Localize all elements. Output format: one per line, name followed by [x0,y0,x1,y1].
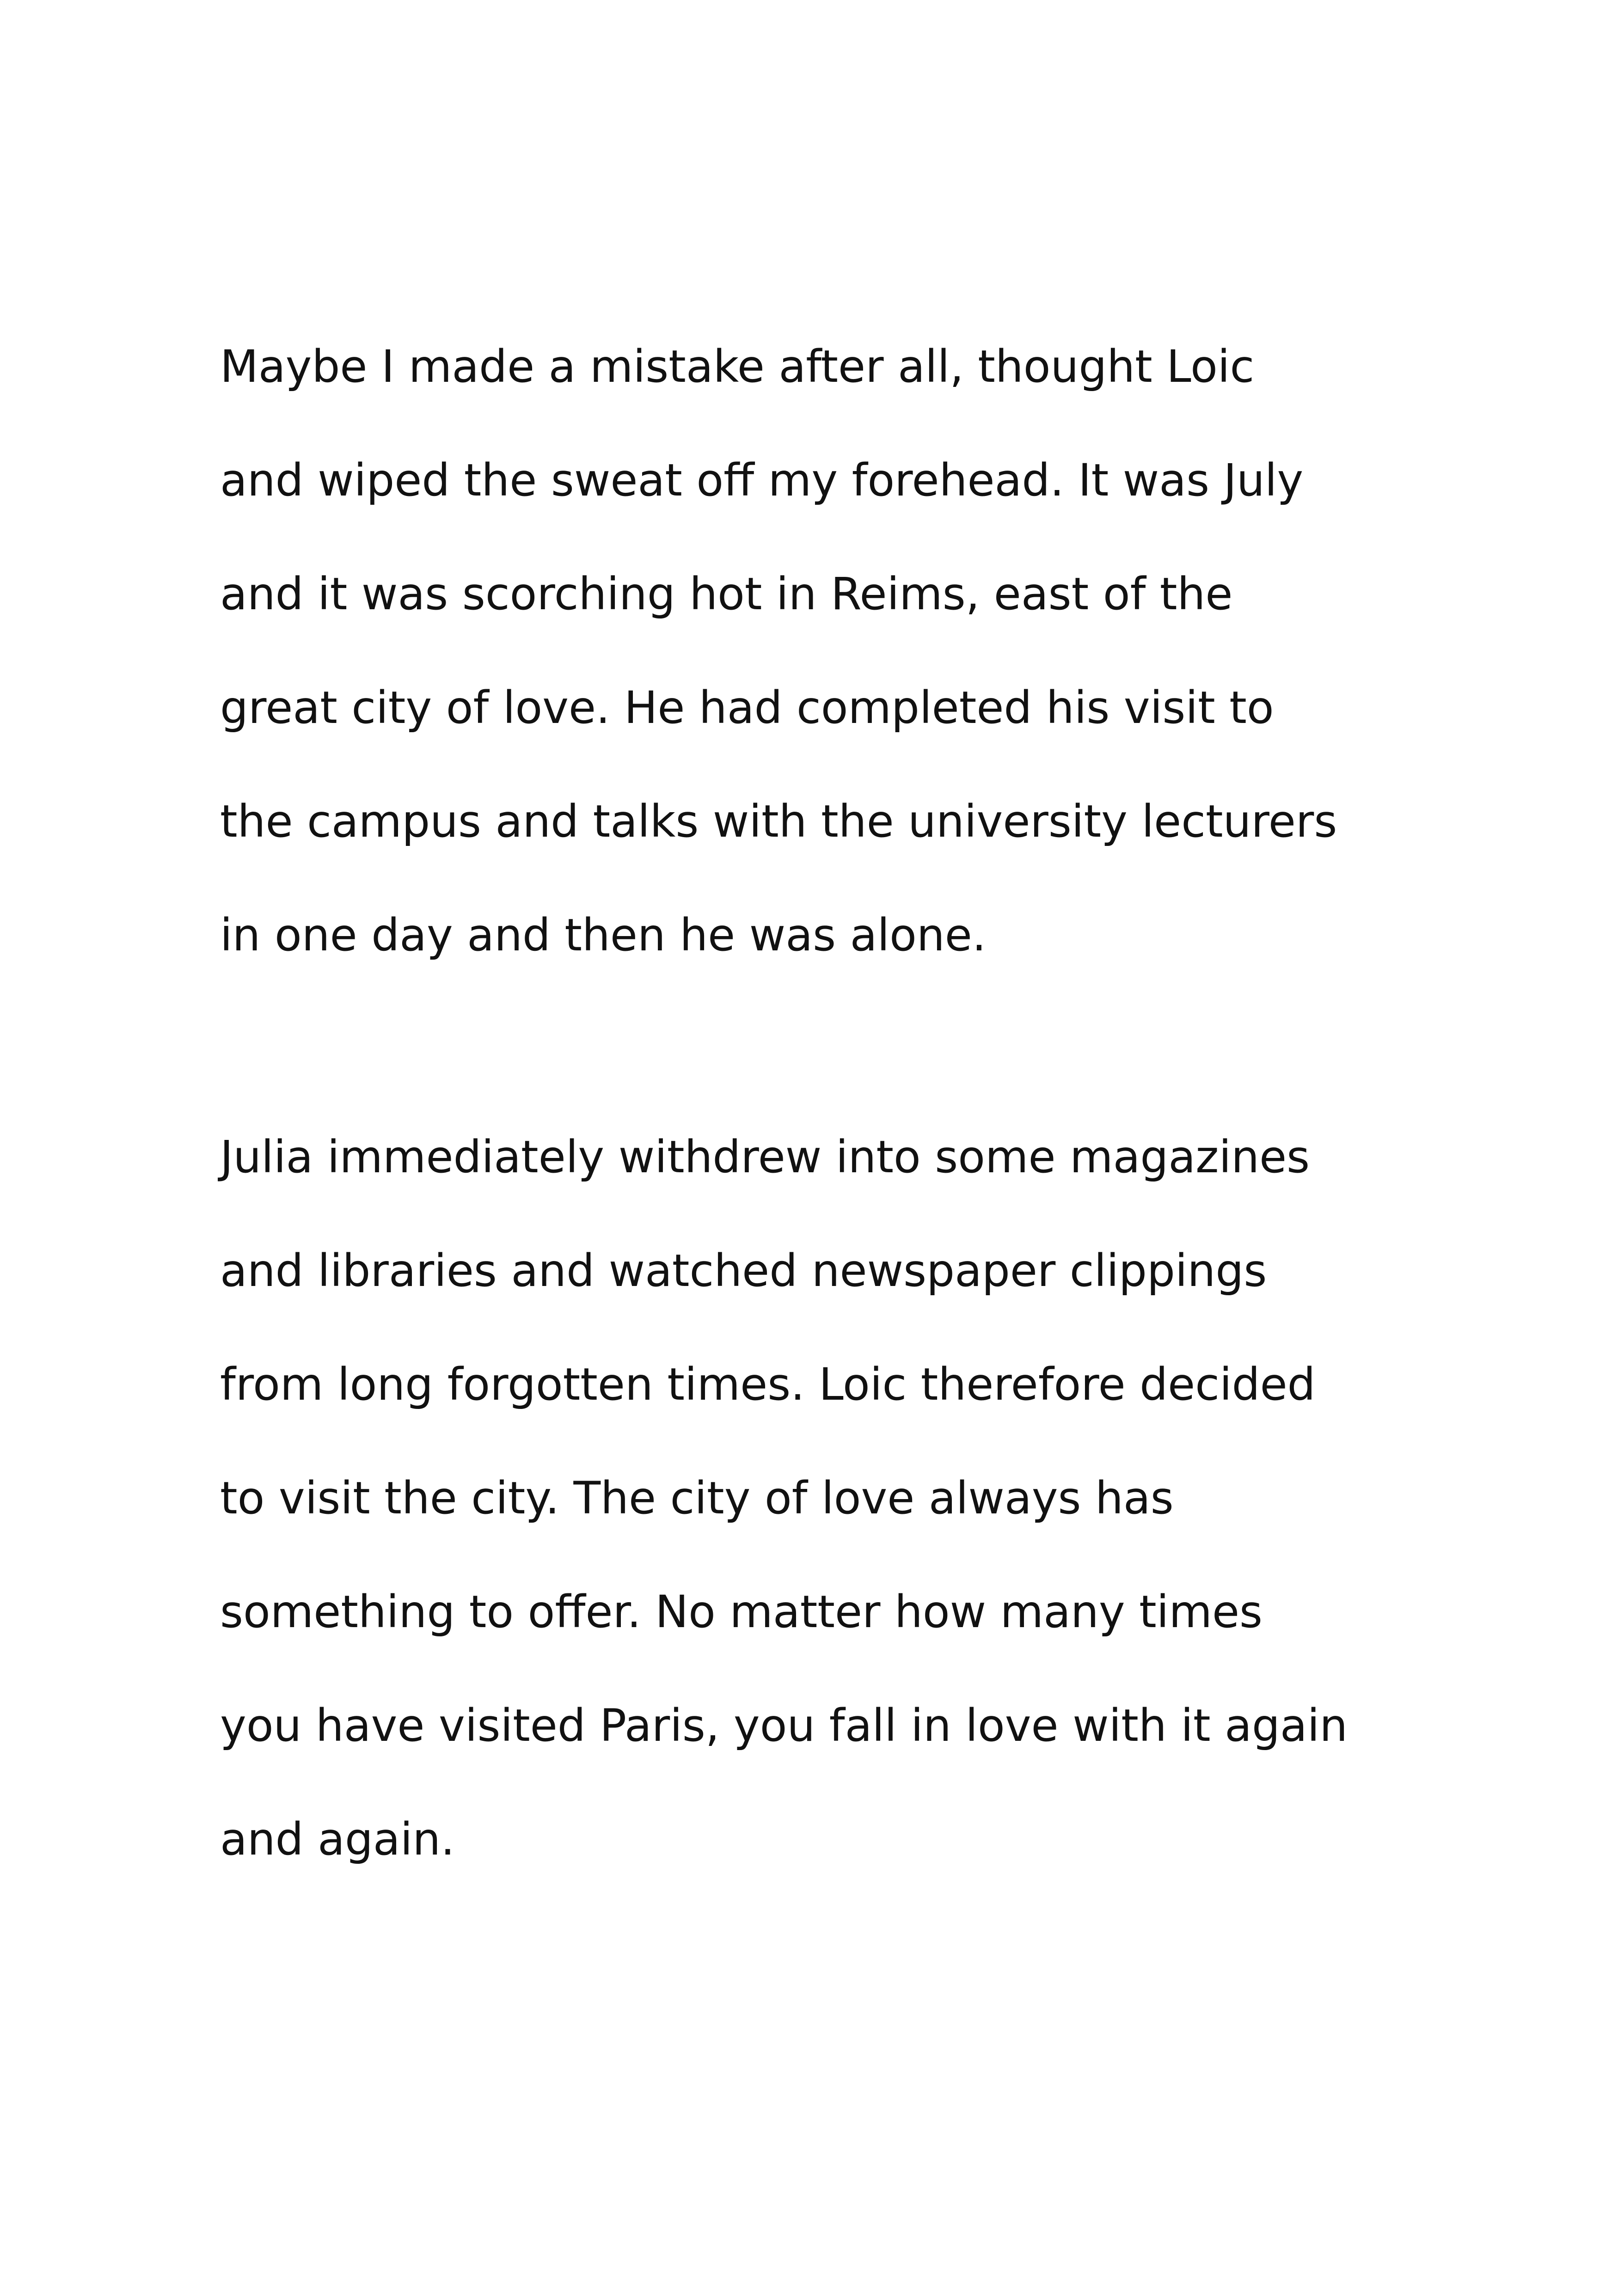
paragraph-1 [220,310,1468,992]
text-line: and wiped the sweat off my forehead. It was July [220,454,1304,506]
text-line: something to offer. No matter how many times [220,1586,1263,1638]
text-line: and libraries and watched newspaper clippings [220,1245,1267,1297]
text-line: to visit the city. The city of love always has [220,1472,1174,1524]
text-line: from long forgotten times. Loic therefore decided [220,1359,1316,1410]
text-line: the campus and talks with the university lecturers [220,796,1337,847]
text-line: and again. [220,1813,455,1865]
text-line: Maybe I made a mistake after all, thought Loic [220,341,1255,392]
text-line: Julia immediately withdrew into some magazines [220,1131,1310,1183]
paragraph-2 [220,1100,1468,1896]
text-line: great city of love. He had completed his visit to [220,682,1274,734]
text-line: and it was scorching hot in Reims, east of the [220,568,1233,620]
text-line: you have visited Paris, you fall in love with it again [220,1700,1348,1751]
text-line: in one day and then he was alone. [220,909,987,961]
